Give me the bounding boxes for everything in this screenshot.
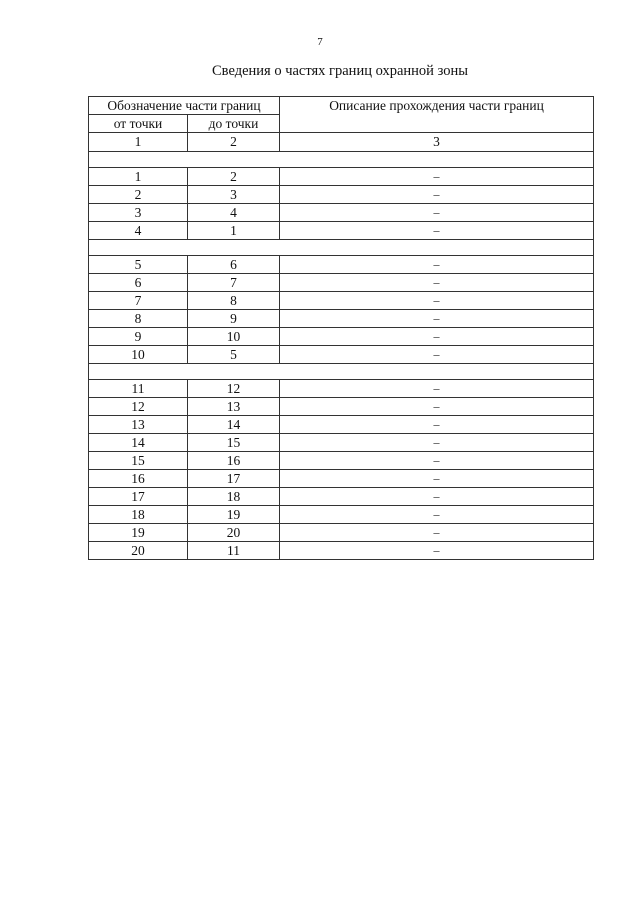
table-row	[89, 186, 594, 204]
table-row	[89, 524, 594, 542]
table-row	[89, 380, 594, 398]
table-row	[89, 328, 594, 346]
description-cell: –	[280, 186, 594, 204]
column-number: 2	[188, 133, 280, 152]
description-cell: –	[280, 416, 594, 434]
from-point-cell: 16	[89, 470, 188, 488]
table-row	[89, 542, 594, 560]
to-point-cell: 8	[188, 292, 280, 310]
header-description: Описание прохождения части границ	[280, 97, 594, 133]
table-row	[89, 506, 594, 524]
to-point-cell: 16	[188, 452, 280, 470]
group-separator-cell	[89, 240, 594, 256]
description-cell: –	[280, 488, 594, 506]
from-point-cell: 11	[89, 380, 188, 398]
table-row	[89, 222, 594, 240]
table-row	[89, 204, 594, 222]
header-from-point: от точки	[89, 115, 188, 133]
table-row	[89, 488, 594, 506]
boundary-table	[88, 96, 594, 560]
table-row	[89, 256, 594, 274]
to-point-cell: 9	[188, 310, 280, 328]
from-point-cell: 14	[89, 434, 188, 452]
column-number-row	[89, 133, 594, 152]
table-row	[89, 452, 594, 470]
table-body	[89, 133, 594, 560]
header-to-point: до точки	[188, 115, 280, 133]
to-point-cell: 5	[188, 346, 280, 364]
from-point-cell: 8	[89, 310, 188, 328]
description-cell: –	[280, 168, 594, 186]
from-point-cell: 1	[89, 168, 188, 186]
to-point-cell: 17	[188, 470, 280, 488]
from-point-cell: 10	[89, 346, 188, 364]
table-row	[89, 292, 594, 310]
table-row	[89, 416, 594, 434]
description-cell: –	[280, 524, 594, 542]
description-cell: –	[280, 204, 594, 222]
description-cell: –	[280, 328, 594, 346]
to-point-cell: 4	[188, 204, 280, 222]
table-row	[89, 274, 594, 292]
description-cell: –	[280, 542, 594, 560]
description-cell: –	[280, 274, 594, 292]
description-cell: –	[280, 256, 594, 274]
from-point-cell: 9	[89, 328, 188, 346]
to-point-cell: 3	[188, 186, 280, 204]
from-point-cell: 20	[89, 542, 188, 560]
to-point-cell: 15	[188, 434, 280, 452]
to-point-cell: 7	[188, 274, 280, 292]
from-point-cell: 18	[89, 506, 188, 524]
from-point-cell: 12	[89, 398, 188, 416]
column-number: 3	[280, 133, 594, 152]
from-point-cell: 3	[89, 204, 188, 222]
from-point-cell: 2	[89, 186, 188, 204]
from-point-cell: 6	[89, 274, 188, 292]
group-separator-row	[89, 240, 594, 256]
header-boundary-parts: Обозначение части границ	[89, 97, 280, 115]
from-point-cell: 15	[89, 452, 188, 470]
from-point-cell: 13	[89, 416, 188, 434]
table-row	[89, 310, 594, 328]
description-cell: –	[280, 346, 594, 364]
group-separator-cell	[89, 152, 594, 168]
description-cell: –	[280, 398, 594, 416]
to-point-cell: 1	[188, 222, 280, 240]
table-row	[89, 434, 594, 452]
description-cell: –	[280, 380, 594, 398]
table-row	[89, 470, 594, 488]
to-point-cell: 20	[188, 524, 280, 542]
to-point-cell: 11	[188, 542, 280, 560]
to-point-cell: 13	[188, 398, 280, 416]
group-separator-cell	[89, 364, 594, 380]
to-point-cell: 18	[188, 488, 280, 506]
table-row	[89, 398, 594, 416]
from-point-cell: 7	[89, 292, 188, 310]
description-cell: –	[280, 292, 594, 310]
from-point-cell: 17	[89, 488, 188, 506]
from-point-cell: 19	[89, 524, 188, 542]
table-row	[89, 346, 594, 364]
from-point-cell: 5	[89, 256, 188, 274]
to-point-cell: 14	[188, 416, 280, 434]
group-separator-row	[89, 364, 594, 380]
description-cell: –	[280, 506, 594, 524]
description-cell: –	[280, 470, 594, 488]
description-cell: –	[280, 310, 594, 328]
to-point-cell: 19	[188, 506, 280, 524]
description-cell: –	[280, 434, 594, 452]
group-separator-row	[89, 152, 594, 168]
description-cell: –	[280, 222, 594, 240]
to-point-cell: 12	[188, 380, 280, 398]
column-number: 1	[89, 133, 188, 152]
from-point-cell: 4	[89, 222, 188, 240]
table-row	[89, 168, 594, 186]
to-point-cell: 10	[188, 328, 280, 346]
to-point-cell: 2	[188, 168, 280, 186]
page-number: 7	[317, 36, 323, 48]
document-title: Сведения о частях границ охранной зоны	[212, 63, 468, 79]
description-cell: –	[280, 452, 594, 470]
to-point-cell: 6	[188, 256, 280, 274]
